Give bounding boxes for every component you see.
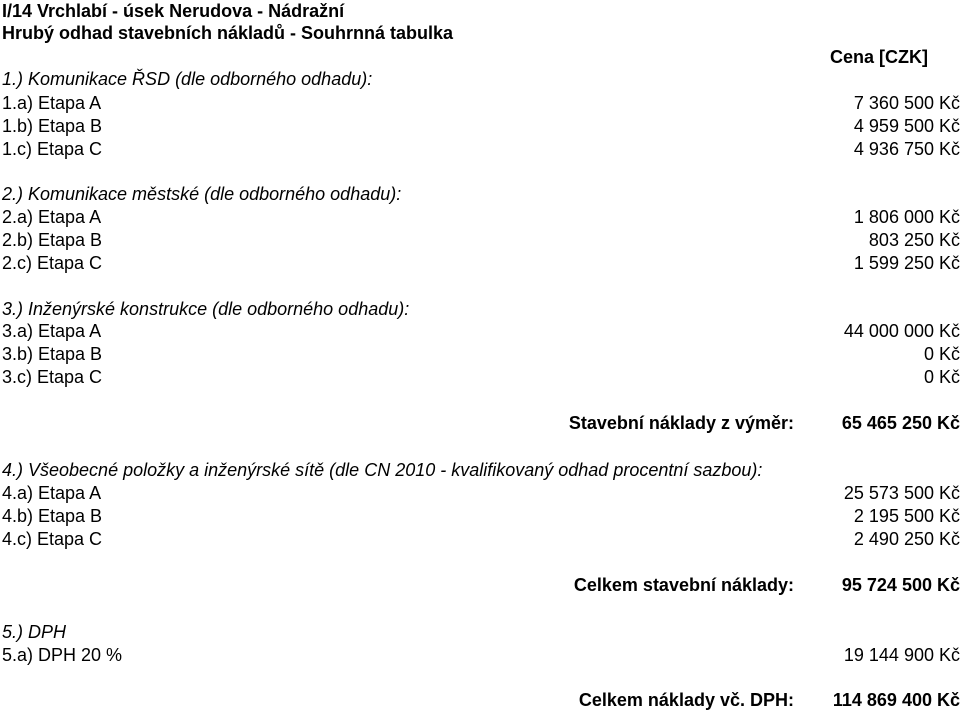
section-4-row-b-amount: 2 195 500 Kč (853, 506, 960, 526)
subtotal-2-amount: 95 724 500 Kč (841, 575, 960, 595)
section-4-row-a-amount: 25 573 500 Kč (843, 483, 960, 503)
grand-total-label: Celkem náklady vč. DPH: (578, 690, 794, 710)
section-2-row-b-label: 2.b) Etapa B (2, 230, 103, 250)
section-4-heading: 4.) Všeobecné položky a inženýrské sítě (dle CN 2010 - kvalifikovaný odhad procentní sazbou): (2, 460, 763, 480)
subtotal-1-amount: 65 465 250 Kč (841, 413, 960, 433)
document-title: I/14 Vrchlabí - úsek Nerudova - Nádražní (2, 1, 345, 21)
subtotal-1-label: Stavební náklady z výměr: (568, 413, 794, 433)
section-5-heading: 5.) DPH (2, 622, 67, 642)
section-2-heading: 2.) Komunikace městské (dle odborného odhadu): (2, 184, 402, 204)
section-5-row-a-amount: 19 144 900 Kč (843, 645, 960, 665)
price-column-header: Cena [CZK] (830, 47, 928, 67)
section-3-row-b-amount: 0 Kč (923, 344, 960, 364)
section-3-row-a-label: 3.a) Etapa A (2, 321, 102, 341)
subtotal-2-label: Celkem stavební náklady: (573, 575, 794, 595)
section-5-row-a-label: 5.a) DPH 20 % (2, 645, 123, 665)
section-1-row-a-label: 1.a) Etapa A (2, 93, 102, 113)
section-2-row-c-label: 2.c) Etapa C (2, 253, 103, 273)
section-4-row-c-label: 4.c) Etapa C (2, 529, 103, 549)
section-1-row-b-amount: 4 959 500 Kč (853, 116, 960, 136)
section-4-row-c-amount: 2 490 250 Kč (853, 529, 960, 549)
section-4-row-a-label: 4.a) Etapa A (2, 483, 102, 503)
section-2-row-c-amount: 1 599 250 Kč (853, 253, 960, 273)
grand-total-amount: 114 869 400 Kč (832, 690, 960, 710)
section-1-row-c-label: 1.c) Etapa C (2, 139, 103, 159)
section-1-heading: 1.) Komunikace ŘSD (dle odborného odhadu): (2, 69, 373, 89)
document-subtitle: Hrubý odhad stavebních nákladů - Souhrnná tabulka (2, 23, 454, 43)
section-3-heading: 3.) Inženýrské konstrukce (dle odborného odhadu): (2, 299, 410, 319)
section-3-row-b-label: 3.b) Etapa B (2, 344, 103, 364)
section-2-row-a-label: 2.a) Etapa A (2, 207, 102, 227)
section-2-row-b-amount: 803 250 Kč (868, 230, 960, 250)
section-2-row-a-amount: 1 806 000 Kč (853, 207, 960, 227)
section-3-row-c-label: 3.c) Etapa C (2, 367, 103, 387)
section-1-row-b-label: 1.b) Etapa B (2, 116, 103, 136)
section-3-row-c-amount: 0 Kč (923, 367, 960, 387)
section-3-row-a-amount: 44 000 000 Kč (843, 321, 960, 341)
section-1-row-a-amount: 7 360 500 Kč (853, 93, 960, 113)
section-4-row-b-label: 4.b) Etapa B (2, 506, 103, 526)
section-1-row-c-amount: 4 936 750 Kč (853, 139, 960, 159)
